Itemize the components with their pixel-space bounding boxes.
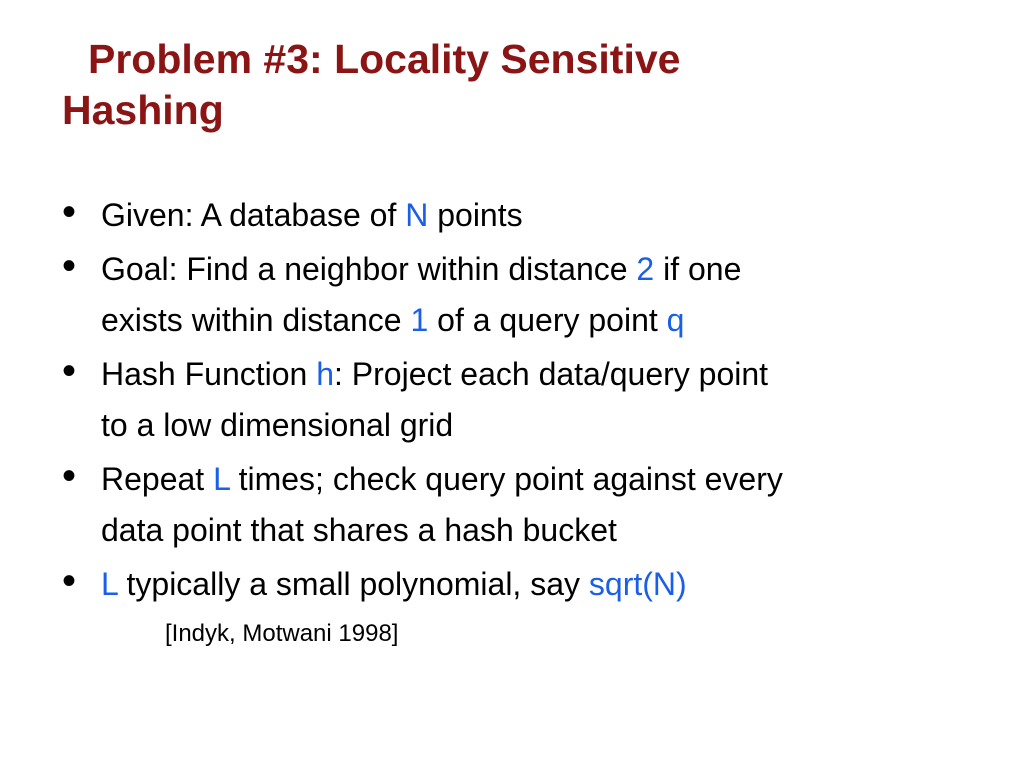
bullet-l-polynomial bbox=[62, 559, 982, 610]
bullet-line bbox=[101, 349, 982, 400]
bullet-text: Goal: Find a neighbor within distance bbox=[101, 251, 637, 287]
bullet-line bbox=[101, 559, 982, 610]
bullet-line bbox=[101, 400, 982, 451]
bullet-text: Repeat bbox=[101, 461, 214, 497]
citation: [Indyk, Motwani 1998] bbox=[165, 620, 399, 647]
bullet-text: typically a small polynomial, say bbox=[117, 566, 589, 602]
bullet-text: exists within distance bbox=[101, 302, 411, 338]
bullet-text: data point that shares a hash bucket bbox=[101, 512, 617, 548]
bullet-icon: • bbox=[62, 349, 77, 393]
bullet-given bbox=[62, 190, 982, 241]
bullet-icon: • bbox=[62, 244, 77, 288]
bullet-line bbox=[101, 505, 982, 556]
slide-title bbox=[62, 34, 962, 136]
bullet-line bbox=[101, 295, 982, 346]
bullet-line bbox=[101, 190, 982, 241]
highlighted-term: N bbox=[405, 197, 429, 233]
title-line: Problem #3: Locality Sensitive bbox=[88, 36, 681, 82]
highlighted-term: q bbox=[666, 302, 685, 338]
bullet-text: to a low dimensional grid bbox=[101, 407, 454, 443]
bullet-text: of a query point bbox=[428, 302, 667, 338]
highlighted-term: h bbox=[316, 356, 335, 392]
bullet-line bbox=[101, 454, 982, 505]
bullet-goal bbox=[62, 244, 982, 346]
bullet-text: points bbox=[428, 197, 523, 233]
bullet-repeat bbox=[62, 454, 982, 556]
bullet-hash-function bbox=[62, 349, 982, 451]
bullet-text: Given: A database of bbox=[101, 197, 406, 233]
bullet-text: if one bbox=[654, 251, 742, 287]
bullet-icon: • bbox=[62, 559, 77, 603]
bullet-icon: • bbox=[62, 454, 77, 498]
title-line: Hashing bbox=[62, 87, 224, 133]
bullet-text: times; check query point against every bbox=[229, 461, 783, 497]
bullet-text: : Project each data/query point bbox=[334, 356, 769, 392]
bullet-list bbox=[62, 190, 982, 613]
bullet-line bbox=[101, 244, 982, 295]
highlighted-term: L bbox=[101, 566, 118, 602]
highlighted-term: 1 bbox=[410, 302, 429, 338]
bullet-text: Hash Function bbox=[101, 356, 317, 392]
bullet-icon: • bbox=[62, 190, 77, 234]
highlighted-term: 2 bbox=[636, 251, 655, 287]
highlighted-term: sqrt(N) bbox=[588, 566, 687, 602]
highlighted-term: L bbox=[213, 461, 230, 497]
